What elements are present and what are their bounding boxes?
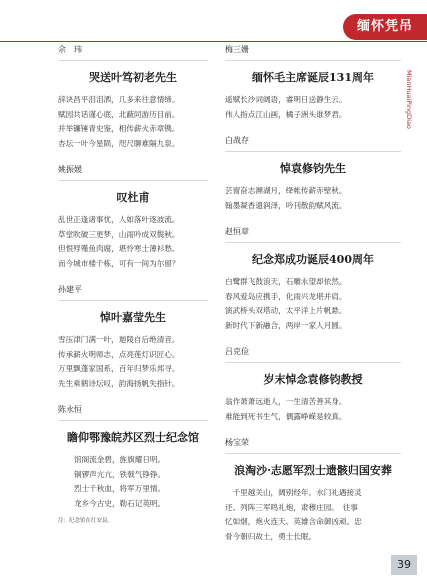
poem-author: 白战存 <box>225 135 401 152</box>
poem-line: 还。列阵三军鸣礼炮，肃穆庄园。 往事 <box>225 502 358 512</box>
poem <box>225 346 401 424</box>
poem-line: 忆如烟，炮火连天。英雄含命御凶顽。忠 <box>225 517 362 526</box>
poem-line: 千里越关山，阔别经年。水门礼遇接灵 <box>225 488 362 497</box>
poem-line: 白鹭群飞鼓浪天，石雕永望却依然。 <box>225 277 347 286</box>
poem-line: 杏坛一叶今星陨，咫尺聊难隔九泉。 <box>58 138 180 148</box>
poem-line: 翰墨凝香遗润泽，吟刊散韵赋风流。 <box>225 200 347 210</box>
poem-line: 骨今朝归故土，勇士长眠。 <box>225 531 317 541</box>
poem-author: 孙建平 <box>58 284 208 301</box>
poem-line: 遥赋长沙词阔语，睿明日送静生云。 <box>225 95 347 104</box>
poem <box>58 44 208 151</box>
poem-title: 纪念郑成功诞辰400周年 <box>252 253 374 266</box>
poem-title: 缅怀毛主席诞辰131周年 <box>252 71 374 84</box>
poem-title: 悼叶嘉莹先生 <box>100 311 166 324</box>
poem-line: 烈士千秋血，将军万里情。 <box>74 484 166 493</box>
poem-line: 并举镰锤青史鉴，相传薪火赤章镌。 <box>58 124 180 133</box>
page-number: 39 <box>391 555 417 575</box>
poem <box>58 284 208 391</box>
poem-author: 赵恒章 <box>225 226 401 243</box>
poem-line: 乱世正逢诸事忧，人如落叶逐波流。 <box>58 215 180 224</box>
poem-line: 先生乘鹤诗坛叹，韵海扬帆失指针。 <box>58 378 180 388</box>
poem-author: 陈永恒 <box>58 404 208 421</box>
poem-line: 馆阁流金碧，旌旗耀日明。 <box>74 455 166 464</box>
left-column <box>58 44 208 524</box>
poem-line: 万里飘蓬家国系，百年归梦乐邦寻。 <box>58 364 180 373</box>
poem-line: 但恨殍殣鱼肉腐，堪怜寒士薄衫愁。 <box>58 244 180 253</box>
poem <box>225 437 401 544</box>
poem-note: 注：纪念馆在红安县。 <box>58 518 114 524</box>
poem-author: 杨宝荣 <box>225 437 401 454</box>
poem-title: 悼袁修钧先生 <box>280 162 346 175</box>
poem <box>225 44 401 122</box>
poem-line: 铜锣声亢亢，铁戟气铮铮。 <box>74 469 166 479</box>
poem-line: 辞诀昌平泪泪洒，几多来往意情缔。 <box>58 95 180 104</box>
poem-line: 赋园共话谨心底，北蔽同游历目前。 <box>58 109 180 119</box>
poem <box>225 226 401 333</box>
poem-line: 芸窗奋志濒湖月，绛帐传薪赤壁秋。 <box>225 186 347 195</box>
poem <box>58 404 208 524</box>
poem-line: 难能到死书生气，偶露峥嵘是较真。 <box>225 411 347 421</box>
poem-title: 浪淘沙·志愿军烈士遗骸归国安葬 <box>234 464 392 477</box>
right-column <box>225 44 401 544</box>
poem-line: 伟人指点江山画，橘子洲头谁梦君。 <box>225 109 347 119</box>
section-side-label: MianHuaiPingDiao <box>405 70 413 129</box>
poem-line: 龙乡今古史，勒石记英明。 <box>74 498 166 508</box>
section-banner: 缅怀凭吊 <box>343 14 427 40</box>
poem-author: 姚振媛 <box>58 164 208 181</box>
poem-title: 瞻仰鄂豫皖苏区烈士纪念馆 <box>67 431 199 444</box>
poem-line: 雪压津门满一叶，迦陵自后绝清音。 <box>58 335 180 344</box>
poem-line: 春风爱岛应携手，化雨兴龙堪并肩。 <box>225 291 347 301</box>
poem-title: 叹杜甫 <box>116 191 150 204</box>
header-divider <box>0 41 427 42</box>
poem <box>225 135 401 213</box>
poem-author: 吕克俭 <box>225 346 401 363</box>
poem-line: 而今城市楼千栋，可有一间为尔留？ <box>58 258 180 268</box>
poem-line: 传承薪火明师志，点亮莲灯识匠心。 <box>58 349 180 359</box>
poem-line: 新时代下新融合，两岸一家人月圆。 <box>225 320 347 330</box>
poem-author: 佘 玮 <box>58 44 208 61</box>
poem-line: 草堂吹破三更梦，山雨吟成双鬓秋。 <box>58 229 180 239</box>
poem-title: 哭送叶笃初老先生 <box>89 71 177 84</box>
poem-title: 岁末悼念袁修钧教授 <box>263 373 363 386</box>
poem-author: 梅三姗 <box>225 44 401 61</box>
poem-line: 翁作萧萧远逝人，一生清苦善其身。 <box>225 397 347 406</box>
poem-line: 演武桥头双塔动，太平洋上片帆悬。 <box>225 306 347 315</box>
poem <box>58 164 208 271</box>
